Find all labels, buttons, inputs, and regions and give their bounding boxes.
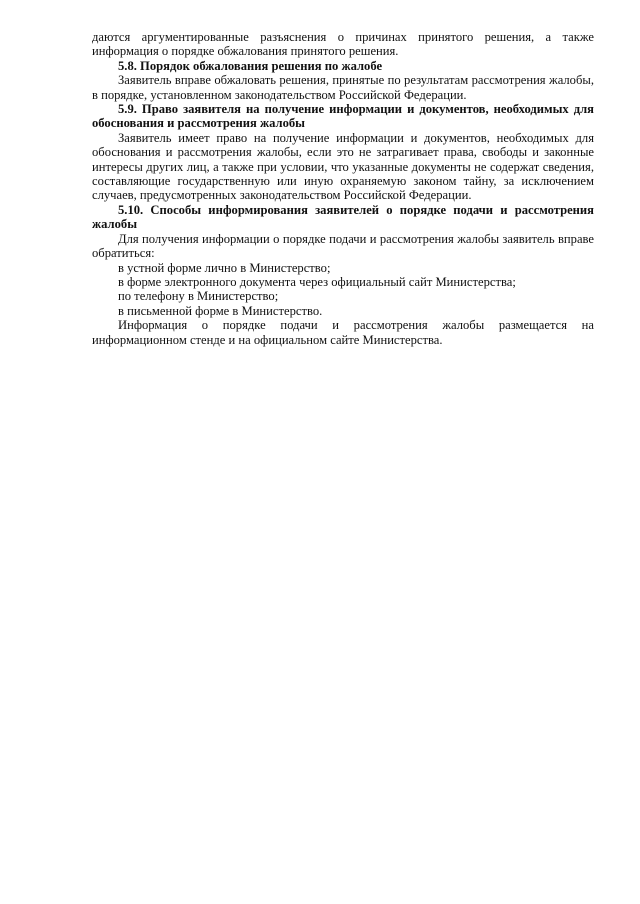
paragraph-appeal-right: Заявитель вправе обжаловать решения, принятые по результатам рассмотрения жалобы, в порядке, установленном законодательством Российской Федерации. [92, 73, 594, 102]
paragraph-info-methods-intro: Для получения информации о порядке подачи и рассмотрения жалобы заявитель вправе обратиться: [92, 231, 594, 261]
list-item-electronic: в форме электронного документа через официальный сайт Министерства; [118, 274, 516, 289]
section-heading-5-10: 5.10. Способы информирования заявителей о порядке подачи и рассмотрения жалобы [92, 202, 594, 232]
section-heading-5-8: 5.8. Порядок обжалования решения по жалобе [118, 58, 383, 73]
list-item-oral: в устной форме лично в Министерство; [118, 260, 331, 275]
document-page [92, 30, 594, 347]
list-item-written: в письменной форме в Министерство. [118, 303, 323, 318]
paragraph-continuation: даются аргументированные разъяснения о причинах принятого решения, а также информация о порядке обжалования принятого решения. [92, 30, 594, 59]
section-heading-5-9: 5.9. Право заявителя на получение информации и документов, необходимых для обоснования и рассмотрения жалобы [92, 102, 594, 131]
paragraph-information-right: Заявитель имеет право на получение информации и документов, необходимых для обоснования и рассмотрения жалобы, если это не затрагивает права, свободы и законные интересы других лиц, а также при условии, что указанные документы не содержат сведения, составляющие государственную или иную охраняемую законом тайну, за исключением случаев, предусмотренных законодательством Российской Федерации. [92, 130, 594, 203]
paragraph-info-placement: Информация о порядке подачи и рассмотрения жалобы размещается на информационном стенде и на официальном сайте Министерства. [92, 318, 594, 347]
list-item-phone: по телефону в Министерство; [118, 289, 279, 304]
